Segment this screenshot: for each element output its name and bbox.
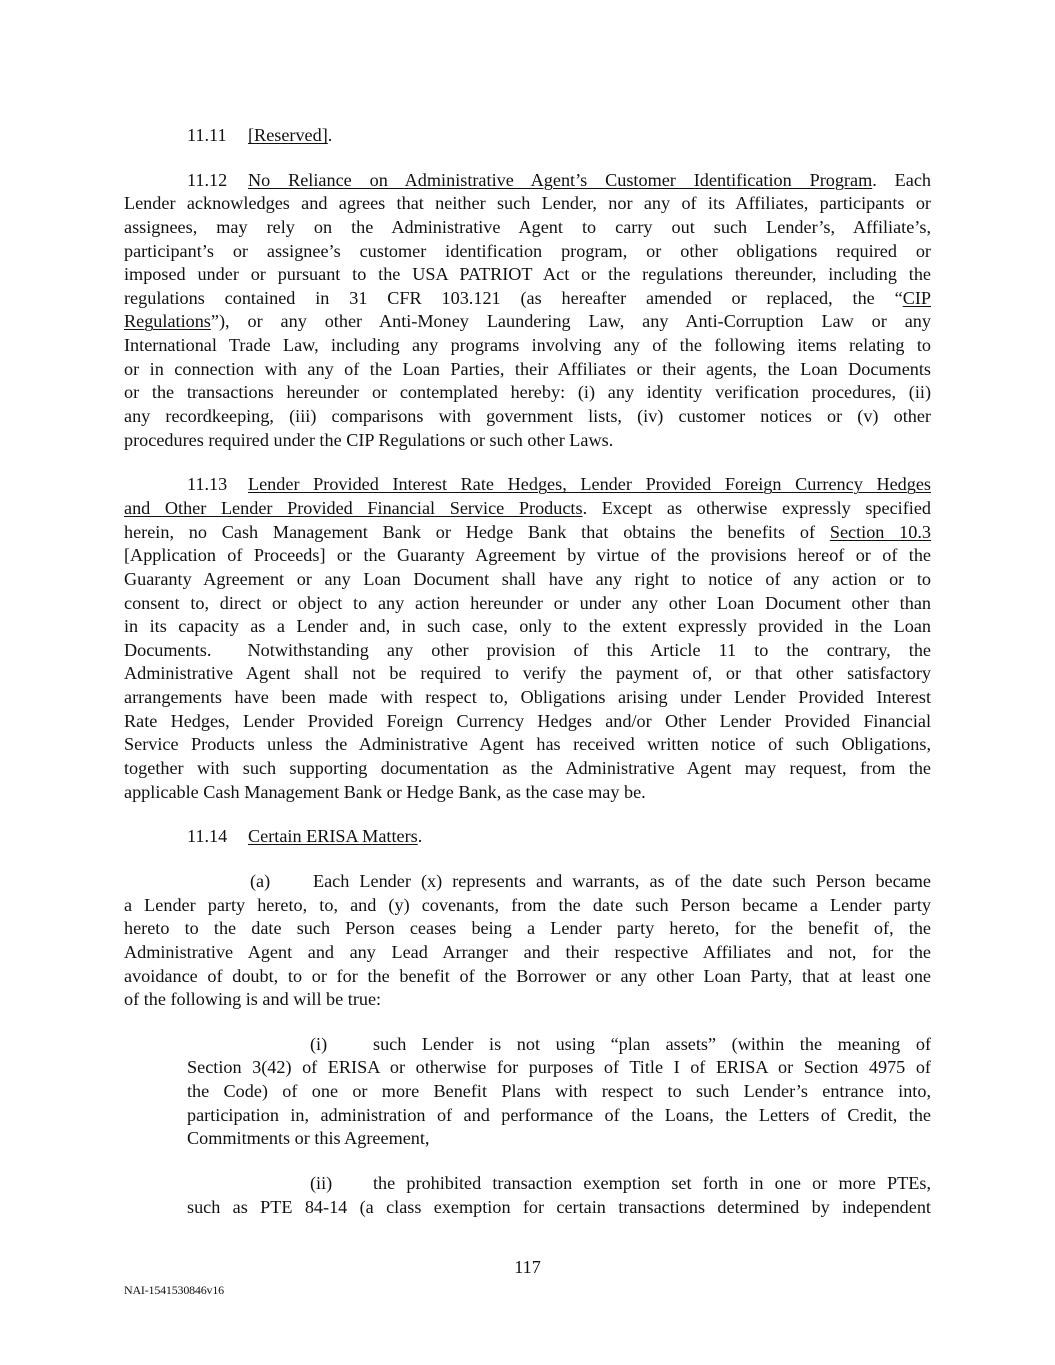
text-segment: the prohibited transaction exemption set forth in one or more PTEs, [373,1172,931,1193]
text-line: . Each [872,169,931,190]
text-line: or in connection with any of the Loan Parties, their Affiliates or their agents, the Loan Documents [124,358,931,379]
text-segment: . Except as otherwise expressly specified [582,497,931,518]
text-line: consent to, direct or object to any action hereunder or under any other Loan Document other than [124,592,931,613]
text-line: any recordkeeping, (iii) comparisons with government lists, (iv) customer notices or (v) other [124,406,931,427]
text-line: Service Products unless the Administrative Agent has received written notice of such Obligations, [124,734,931,755]
section-reference-10-3: Section 10.3 [829,521,932,542]
clause-ii [124,1172,931,1219]
text-line: International Trade Law, including any programs involving any of the following items relating to [124,335,931,356]
text-line: arrangements have been made with respect to, Obligations arising under Lender Provided Interest [124,687,931,708]
text-line: participant’s or assignee’s customer identification program, or other obligations required or [124,240,931,261]
text-line: applicable Cash Management Bank or Hedge Bank, as the case may be. [124,781,646,802]
text-line: Section 3(42) of ERISA or otherwise for purposes of Title I of ERISA or Section 4975 of [187,1057,931,1078]
text-line: participation in, administration of and performance of the Loans, the Letters of Credit, the [187,1104,931,1125]
section-11-12 [124,169,931,453]
text-segment: such Lender is not using “plan assets” (within the meaning of [373,1033,931,1054]
text-line: Commitments or this Agreement, [187,1128,430,1149]
clause-a [124,870,931,1012]
clause-label: (ii) [310,1172,333,1193]
text-line: the Code) of one or more Benefit Plans with respect to such Lender’s entrance into, [187,1081,931,1102]
section-title: No Reliance on Administrative Agent’s Customer Identification Program [248,169,873,190]
page-number: 117 [514,1257,541,1277]
section-number: 11.11 [187,125,227,145]
text-line [124,521,931,545]
text-line-with-defined-term [124,310,931,334]
text-line: such as PTE 84-14 (a class exemption for certain transactions determined by independent [187,1196,931,1217]
section-11-14 [124,825,931,849]
text-line: hereto to the date such Person ceases being a Lender party hereto, for the benefit of, the [124,918,931,939]
text-segment: ”), or any other Anti-Money Laundering Law, any Anti-Corruption Law or any [210,311,931,332]
text-segment: Each Lender (x) represents and warrants, as of the date such Person became [313,870,931,891]
clause-label: (i) [310,1033,328,1054]
text-line: in its capacity as a Lender and, in such case, only to the extent expressly provided in the Loan [124,616,931,637]
text-line: imposed under or pursuant to the USA PATRIOT Act or the regulations thereunder, including the [124,264,931,285]
text-line-with-defined-term [124,287,931,311]
punctuation: . [417,826,423,847]
text-line: Rate Hedges, Lender Provided Foreign Currency Hedges and/or Other Lender Provided Financial [124,710,931,731]
section-number: 11.14 [187,826,228,847]
text-line: [Application of Proceeds] or the Guaranty Agreement by virtue of the provisions hereof or of the [124,545,931,566]
text-line: avoidance of doubt, to or for the benefit of the Borrower or any other Loan Party, that at least one [124,965,931,986]
section-title: Certain ERISA Matters [248,826,418,847]
text-line: Lender acknowledges and agrees that neither such Lender, nor any of its Affiliates, participants or [124,193,931,214]
section-title: [Reserved] [248,125,328,145]
text-line: of the following is and will be true: [124,989,382,1010]
section-number: 11.12 [187,169,228,190]
text-segment: herein, no Cash Management Bank or Hedge Bank that obtains the benefits of [124,521,816,542]
defined-term-regulations: Regulations [124,311,211,332]
text-line: Documents. Notwithstanding any other provision of this Article 11 to the contrary, the [124,639,931,660]
section-number: 11.13 [187,474,228,495]
text-line: Administrative Agent shall not be required to verify the payment of, or that other satisfactory [124,663,931,684]
text-line: Administrative Agent and any Lead Arranger and their respective Affiliates and not, for the [124,941,931,962]
text-line: or the transactions hereunder or contemplated hereby: (i) any identity verification procedures, (ii) [124,382,931,403]
text-segment: regulations contained in 31 CFR 103.121 (as hereafter amended or replaced, the “ [124,287,903,308]
text-line [124,497,931,521]
text-line: together with such supporting documentation as the Administrative Agent may request, from the [124,758,931,779]
text-line: Guaranty Agreement or any Loan Document shall have any right to notice of any action or to [124,568,931,589]
clause-label: (a) [250,870,271,891]
section-title: Lender Provided Interest Rate Hedges, Lender Provided Foreign Currency Hedges [248,474,931,495]
punctuation: . [327,125,333,145]
section-11-11 [124,124,931,148]
text-line: procedures required under the CIP Regulations or such other Laws. [124,429,614,450]
section-11-13 [124,473,931,804]
document-id: NAI-1541530846v16 [124,1283,224,1297]
section-title-cont: and Other Lender Provided Financial Service Products [124,497,583,518]
document-page [124,124,931,1219]
clause-i [124,1033,931,1151]
defined-term-cip: CIP [902,287,931,308]
text-line: a Lender party hereto, to, and (y) covenants, from the date such Person became a Lender party [124,894,931,915]
text-line: assignees, may rely on the Administrative Agent to carry out such Lender’s, Affiliate’s, [124,216,931,237]
